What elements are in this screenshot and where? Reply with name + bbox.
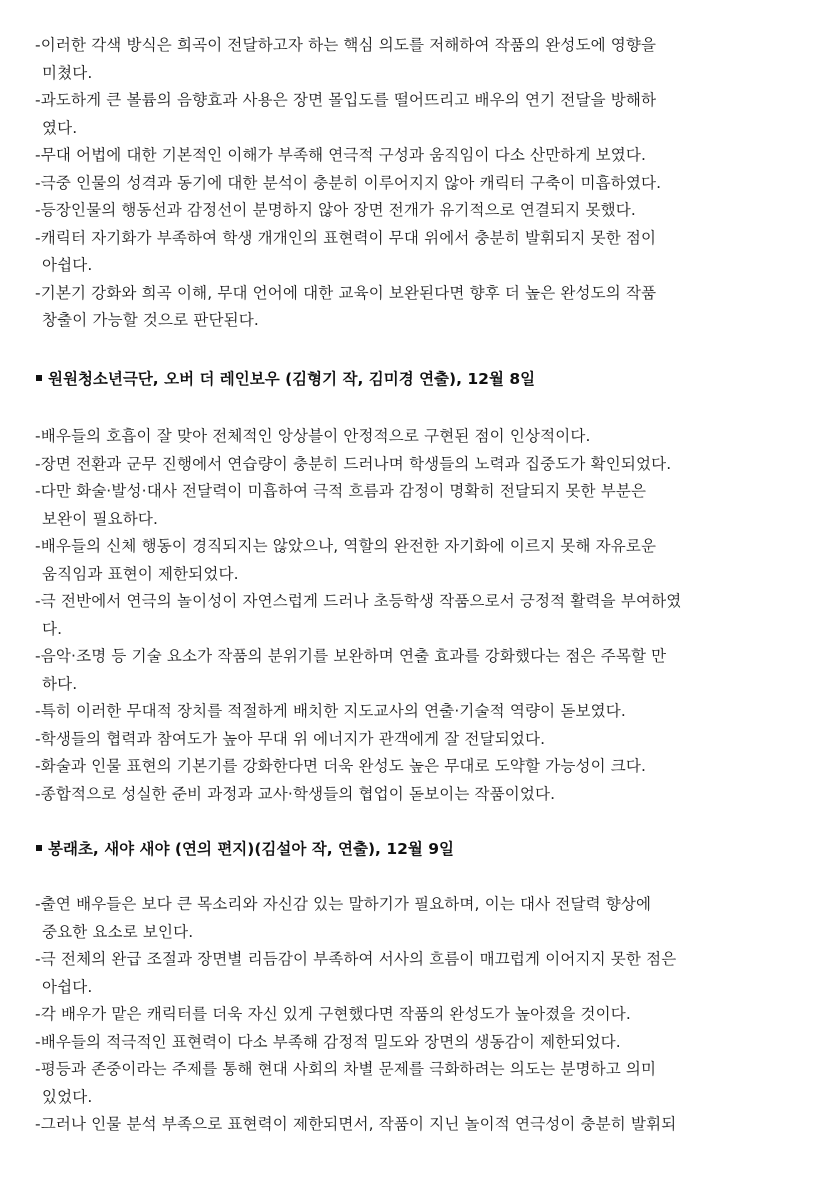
comment-line: -그러나 인물 분석 부족으로 표현력이 제한되면서, 작품이 지닌 놀이적 연극성이 충분히 발휘되 — [35, 1115, 677, 1133]
comment-line: -특히 이러한 무대적 장치를 적절하게 배치한 지도교사의 연출·기술적 역량이 돋보였다. — [35, 702, 626, 720]
comment-line: -배우들의 적극적인 표현력이 다소 부족해 감정적 밀도와 장면의 생동감이 제한되었다. — [35, 1032, 621, 1051]
comment-line-continued: 있었다. — [42, 1087, 93, 1106]
comment-line: -극 전체의 완급 조절과 장면별 리듬감이 부족하여 서사의 흐름이 매끄럽게 이어지지 못한 점은 — [35, 950, 677, 968]
comment-line: -극 전반에서 연극의 놀이성이 자연스럽게 드러나 초등학생 작품으로서 긍정적 활력을 부여하였 — [35, 592, 682, 610]
section-heading-rainbow — [36, 365, 535, 393]
comment-line: -화술과 인물 표현의 기본기를 강화한다면 더욱 완성도 높은 무대로 도약할 가능성이 크다. — [35, 757, 647, 775]
comment-line-continued: 다. — [42, 619, 63, 638]
review-comments-previous — [35, 32, 805, 335]
comment-line-continued: 아쉽다. — [42, 977, 93, 996]
comment-line-continued: 하다. — [42, 674, 78, 693]
comment-line-continued: 미쳤다. — [42, 63, 93, 82]
review-comments-letter — [35, 891, 805, 1139]
comment-line: -과도하게 큰 볼륨의 음향효과 사용은 장면 몰입도를 떨어뜨리고 배우의 연기 전달을 방해하 — [35, 91, 657, 109]
comment-line-continued: 였다. — [42, 118, 78, 137]
comment-line-continued: 창출이 가능할 것으로 판단된다. — [42, 311, 259, 329]
comment-line: -캐릭터 자기화가 부족하여 학생 개개인의 표현력이 무대 위에서 충분히 발휘되지 못한 점이 — [35, 228, 657, 247]
square-bullet-icon — [36, 845, 42, 851]
review-comments-rainbow — [35, 423, 805, 808]
section-heading-letter — [36, 835, 454, 863]
comment-line: -장면 전환과 군무 진행에서 연습량이 충분히 드러나며 학생들의 노력과 집중도가 확인되었다. — [35, 454, 672, 473]
comment-line: -극중 인물의 성격과 동기에 대한 분석이 충분히 이루어지지 않아 캐릭터 구축이 미흡하였다. — [35, 173, 662, 192]
comment-line: -기본기 강화와 희곡 이해, 무대 언어에 대한 교육이 보완된다면 향후 더 높은 완성도의 작품 — [35, 283, 657, 302]
comment-line: -출연 배우들은 보다 큰 목소리와 자신감 있는 말하기가 필요하며, 이는 대사 전달력 향상에 — [35, 895, 652, 913]
comment-line: -음악·조명 등 기술 요소가 작품의 분위기를 보완하며 연출 효과를 강화했다는 점은 주목할 만 — [35, 647, 667, 665]
comment-line: -학생들의 협력과 참여도가 높아 무대 위 에너지가 관객에게 잘 전달되었다. — [35, 729, 546, 748]
comment-line: -무대 어법에 대한 기본적인 이해가 부족해 연극적 구성과 움직임이 다소 산만하게 보였다. — [35, 146, 647, 164]
comment-line: -다만 화술·발성·대사 전달력이 미흡하여 극적 흐름과 감정이 명확히 전달되지 못한 부분은 — [35, 482, 647, 500]
section-heading-text: 원원청소년극단, 오버 더 레인보우 (김형기 작, 김미경 연출), 12월 8일 — [48, 370, 536, 388]
comment-line: -배우들의 신체 행동이 경직되지는 않았으나, 역할의 완전한 자기화에 이르지 못해 자유로운 — [35, 537, 657, 555]
section-heading-text: 봉래초, 새야 새야 (연의 편지)(김설아 작, 연출), 12월 9일 — [48, 840, 455, 858]
comment-line: -이러한 각색 방식은 희곡이 전달하고자 하는 핵심 의도를 저해하여 작품의 완성도에 영향을 — [35, 36, 657, 54]
comment-line: -배우들의 호흡이 잘 맞아 전체적인 앙상블이 안정적으로 구현된 점이 인상적이다. — [35, 427, 591, 445]
comment-line: -각 배우가 맡은 캐릭터를 더욱 자신 있게 구현했다면 작품의 완성도가 높아졌을 것이다. — [35, 1005, 631, 1023]
comment-line-continued: 중요한 요소로 보인다. — [42, 922, 194, 941]
comment-line: -종합적으로 성실한 준비 과정과 교사·학생들의 협업이 돋보이는 작품이었다. — [35, 784, 556, 803]
comment-line-continued: 움직임과 표현이 제한되었다. — [42, 564, 239, 583]
comment-line: -평등과 존중이라는 주제를 통해 현대 사회의 차별 문제를 극화하려는 의도는 분명하고 의미 — [35, 1060, 657, 1078]
comment-line-continued: 아쉽다. — [42, 256, 93, 274]
comment-line-continued: 보완이 필요하다. — [42, 509, 159, 528]
comment-line: -등장인물의 행동선과 감정선이 분명하지 않아 장면 전개가 유기적으로 연결되지 못했다. — [35, 201, 636, 219]
square-bullet-icon — [36, 375, 42, 381]
